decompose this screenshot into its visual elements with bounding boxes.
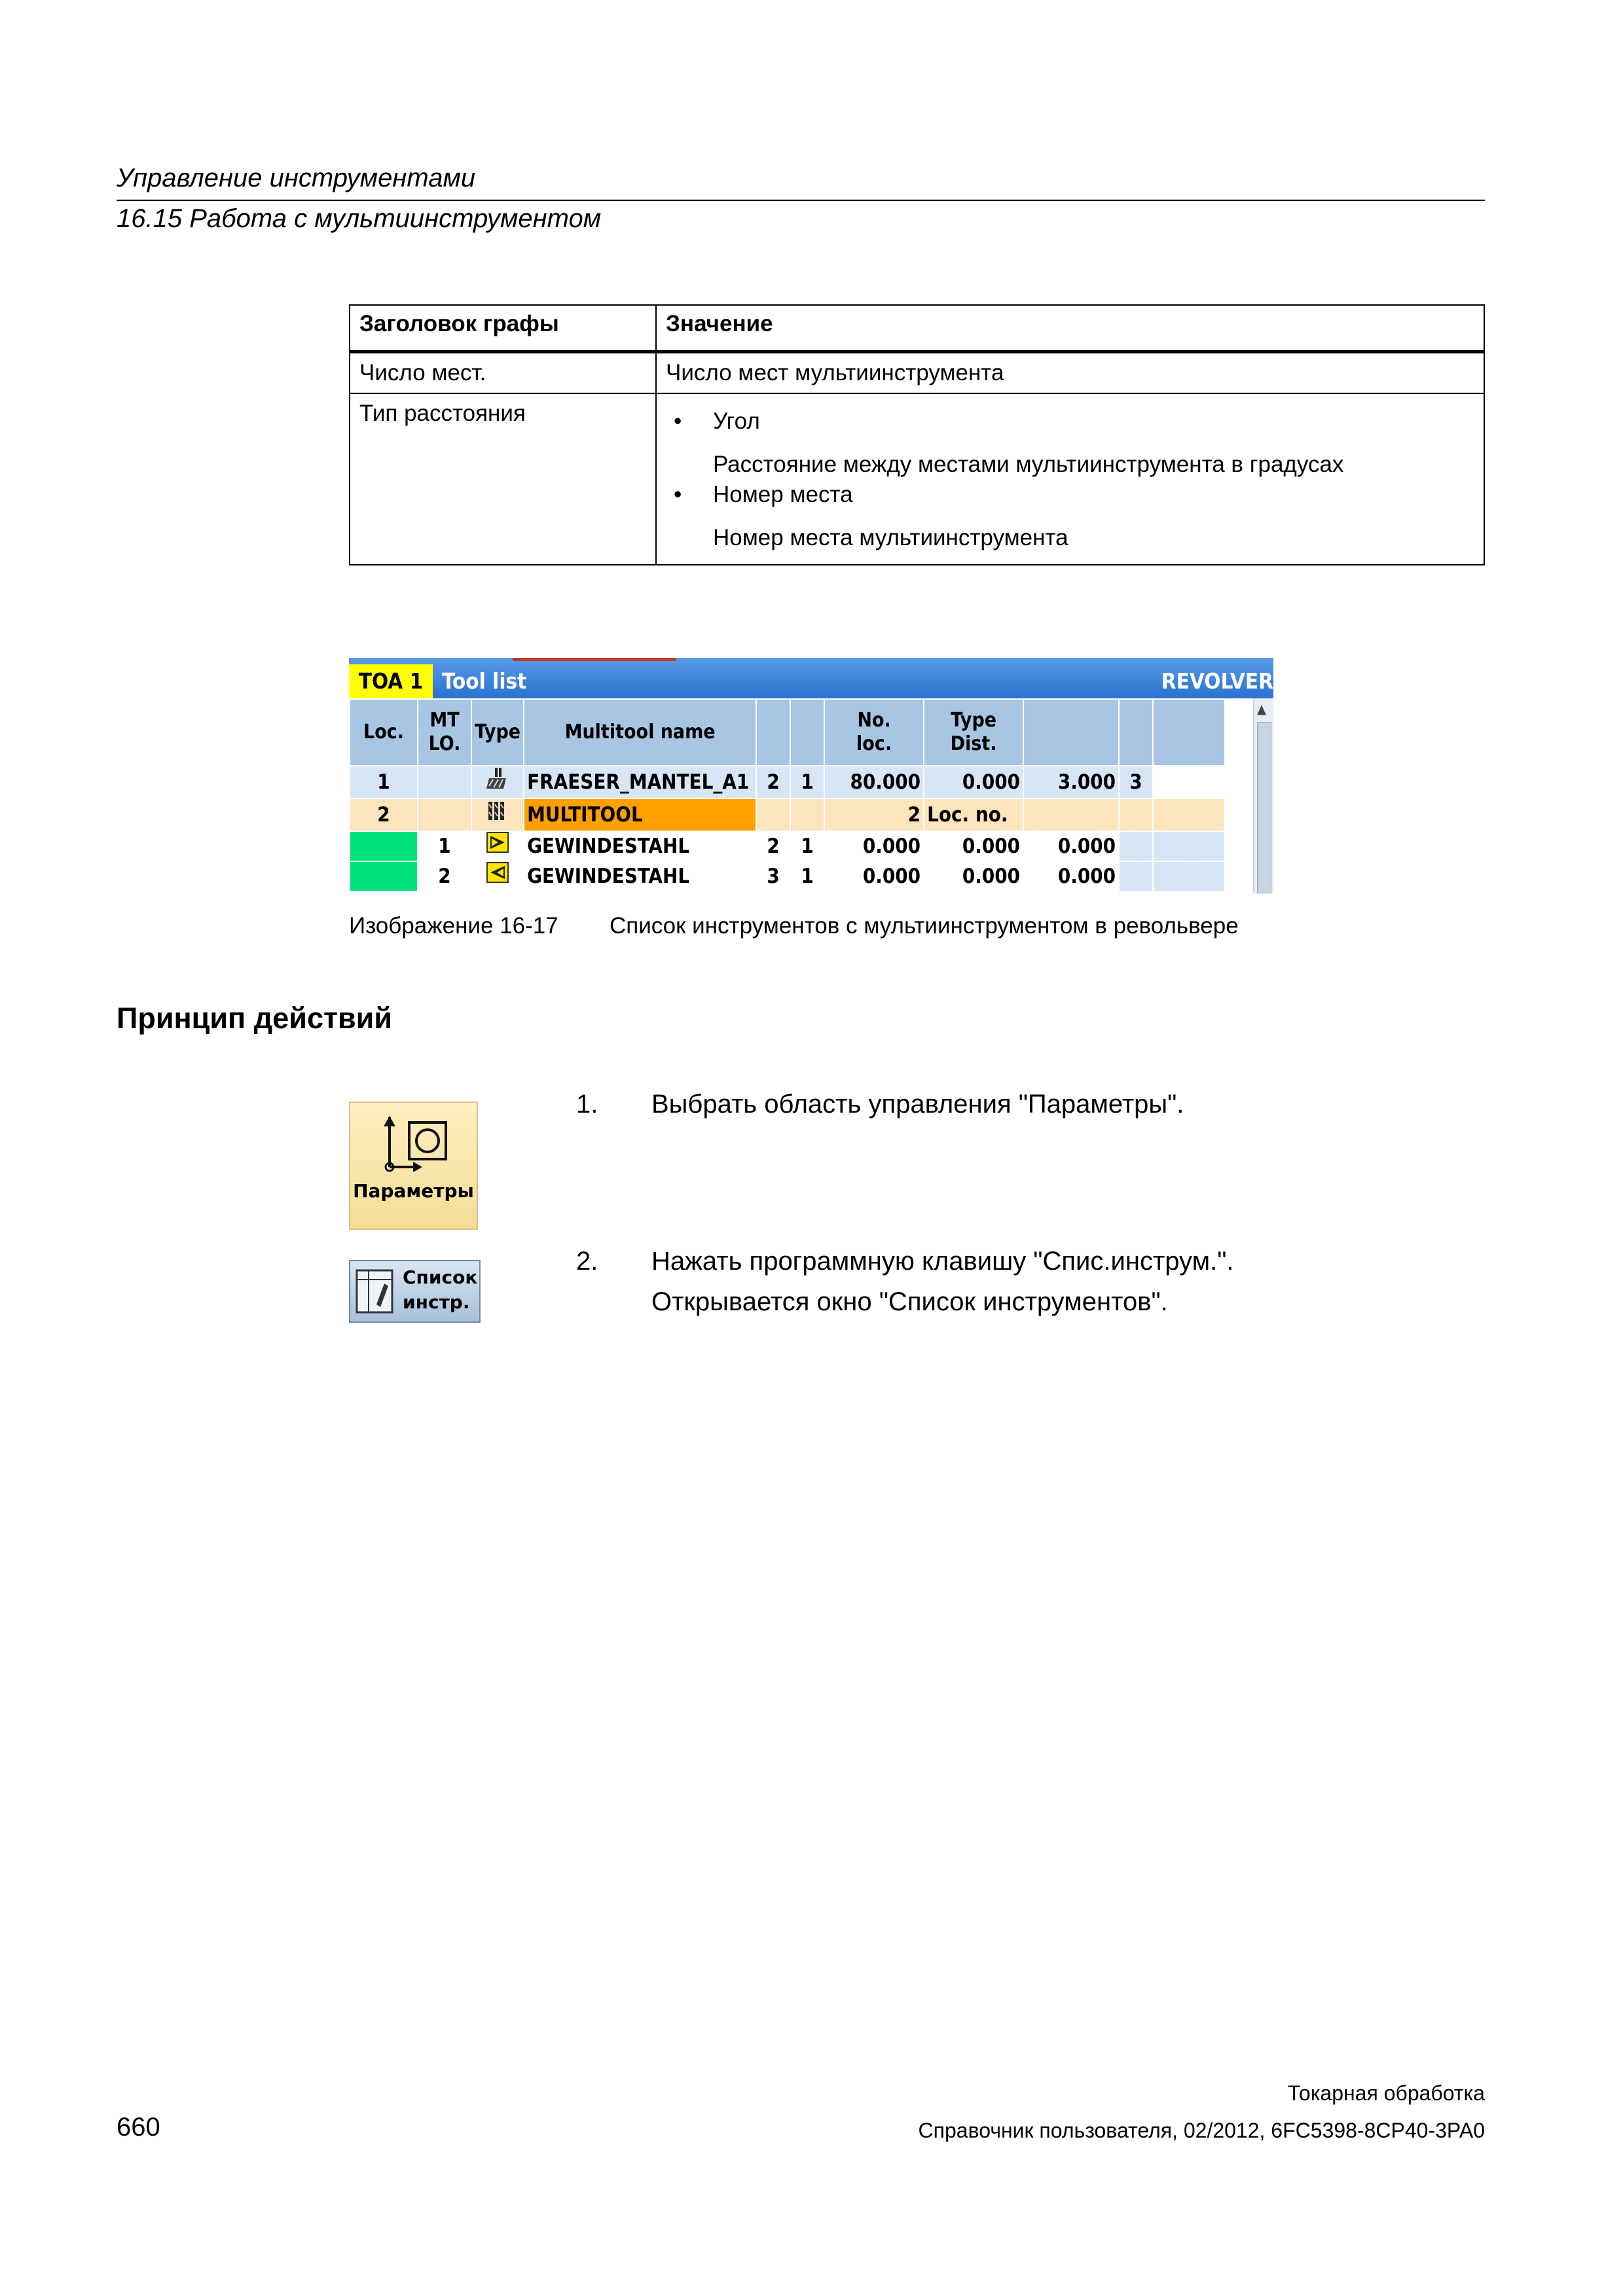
bullet-list [666, 482, 1474, 508]
bullet-list [666, 408, 1474, 435]
col-header-blank [756, 699, 790, 766]
col-header-no-loc: No. loc. [824, 699, 924, 766]
alarm-strip [513, 658, 676, 661]
cell-type [471, 831, 524, 861]
figure-caption-text: Список инструментов с мультиинструментом в револьвере [610, 913, 1239, 939]
cell-no-loc: 80.000 [824, 766, 924, 798]
tool-row[interactable] [350, 766, 1225, 798]
table-cell-value: Число мест мультиинструмента [656, 352, 1484, 394]
tool-row[interactable] [350, 861, 1225, 891]
threading-tool-mirrored-icon [486, 862, 509, 883]
milling-cutter-icon [486, 766, 509, 790]
cell-value: 1 [790, 861, 824, 891]
step-text: Нажать программную клавишу "Спис.инструм.". [651, 1247, 1234, 1276]
cell-no-loc: 0.000 [824, 861, 924, 891]
cell-blank [1153, 766, 1225, 798]
cell-type-dist: 0.000 [924, 831, 1023, 861]
tool-list-title: Tool list [442, 668, 527, 694]
table-cell-name: Тип расстояния [350, 393, 656, 565]
cell-type [471, 798, 524, 831]
col-header-blank [1119, 699, 1153, 766]
col-header-loc: Loc. [350, 699, 418, 766]
cell-type-dist: 0.000 [924, 766, 1023, 798]
bullet-description: Номер места мультиинструмента [713, 525, 1068, 550]
vertical-scrollbar[interactable] [1253, 698, 1273, 893]
tool-row[interactable] [350, 831, 1225, 861]
parameters-softkey[interactable] [349, 1102, 478, 1230]
cell-no-loc: 0.000 [824, 831, 924, 861]
cell-value [756, 798, 790, 831]
cell-type [471, 861, 524, 891]
cell-blank [1153, 831, 1225, 861]
cell-value: 3 [1119, 766, 1153, 798]
col-header-multitool-name: Multitool name [524, 699, 756, 766]
cell-value [1119, 861, 1153, 891]
tool-list-softkey[interactable] [349, 1260, 481, 1323]
table-cell-name: Число мест. [350, 352, 656, 394]
tool-list-icon [354, 1266, 397, 1316]
cell-mt-lo: 1 [418, 831, 471, 861]
cell-value: 3 [756, 861, 790, 891]
cell-value: 0.000 [1023, 861, 1119, 891]
table-row [350, 352, 1484, 394]
step-number: 2. [576, 1247, 598, 1276]
col-header-blank [1023, 699, 1119, 766]
parameter-table [349, 304, 1485, 565]
running-header-chapter: Управление инструментами [117, 164, 476, 192]
cell-value: 3.000 [1023, 766, 1119, 798]
list-item: • Номер места [674, 482, 853, 507]
page-number: 660 [117, 2113, 160, 2142]
tool-row-selected[interactable] [350, 798, 1225, 831]
step-result-text: Открывается окно "Список инструментов". [651, 1287, 1168, 1316]
cell-blank [1153, 798, 1225, 831]
cell-type-dist: Loc. no. [924, 798, 1023, 831]
bullet-icon: • [674, 482, 682, 507]
cell-value: 1 [790, 831, 824, 861]
tool-table [349, 698, 1226, 892]
scrollbar-thumb[interactable] [1257, 722, 1271, 893]
cell-blank [1153, 861, 1225, 891]
cell-value: 2 [756, 766, 790, 798]
footer-title: Токарная обработка [1287, 2081, 1485, 2105]
column-header-name: Заголовок графы [350, 305, 656, 352]
col-header-blank [790, 699, 824, 766]
cell-mt-lo [418, 798, 471, 831]
threading-tool-icon [486, 832, 509, 853]
cell-loc: 1 [350, 766, 418, 798]
col-header-blank [1153, 699, 1225, 766]
cell-loc: 2 [350, 798, 418, 831]
cell-value [1119, 831, 1153, 861]
running-header-section: 16.15 Работа с мультиинструментом [117, 204, 602, 233]
cell-type-dist: 0.000 [924, 861, 1023, 891]
tool-table-header [350, 699, 1225, 766]
bullet-icon: • [674, 408, 682, 434]
cell-no-loc: 2 [824, 798, 924, 831]
cell-loc [350, 861, 418, 891]
col-header-type-dist: Type Dist. [924, 699, 1023, 766]
step-number: 1. [576, 1090, 598, 1119]
cell-tool-name: GEWINDESTAHL [524, 861, 756, 891]
section-heading: Принцип действий [117, 1001, 392, 1035]
footer-subtitle: Справочник пользователя, 02/2012, 6FC5398-8CP40-3PA0 [918, 2119, 1485, 2142]
table-header-row [350, 305, 1484, 352]
col-header-type: Type [471, 699, 524, 766]
step-text: Выбрать область управления "Параметры". [651, 1090, 1184, 1119]
magazine-name: REVOLVER [1161, 668, 1273, 694]
figure-caption [349, 913, 1239, 939]
column-header-value: Значение [656, 305, 1484, 352]
cell-mt-lo [418, 766, 471, 798]
header-rule [117, 200, 1485, 201]
parameters-icon [375, 1112, 454, 1177]
cell-value: 2 [756, 831, 790, 861]
cell-loc [350, 831, 418, 861]
bullet-description: Расстояние между местами мультиинструмента в градусах [713, 452, 1344, 477]
tool-list-softkey-label: Список инстр. [403, 1266, 478, 1313]
cell-tool-name: MULTITOOL [524, 798, 756, 831]
cell-value [1119, 798, 1153, 831]
cell-value: 0.000 [1023, 831, 1119, 861]
multitool-icon [486, 799, 509, 823]
figure-number: Изображение 16-17 [349, 913, 558, 939]
cell-tool-name: FRAESER_MANTEL_A1 [524, 766, 756, 798]
toa-badge: TOA 1 [349, 664, 433, 698]
col-header-mt-lo: MT LO. [418, 699, 471, 766]
table-row [350, 393, 1484, 565]
table-cell-value [656, 393, 1484, 565]
cell-value [790, 798, 824, 831]
cell-value: 1 [790, 766, 824, 798]
cell-mt-lo: 2 [418, 861, 471, 891]
scroll-up-arrow-icon[interactable]: ▲ [1257, 701, 1266, 717]
cell-type [471, 766, 524, 798]
cell-tool-name: GEWINDESTAHL [524, 831, 756, 861]
tool-list-screenshot [349, 658, 1273, 893]
list-item: • Угол [674, 408, 760, 434]
parameters-softkey-label: Параметры [353, 1180, 474, 1202]
cell-value [1023, 798, 1119, 831]
